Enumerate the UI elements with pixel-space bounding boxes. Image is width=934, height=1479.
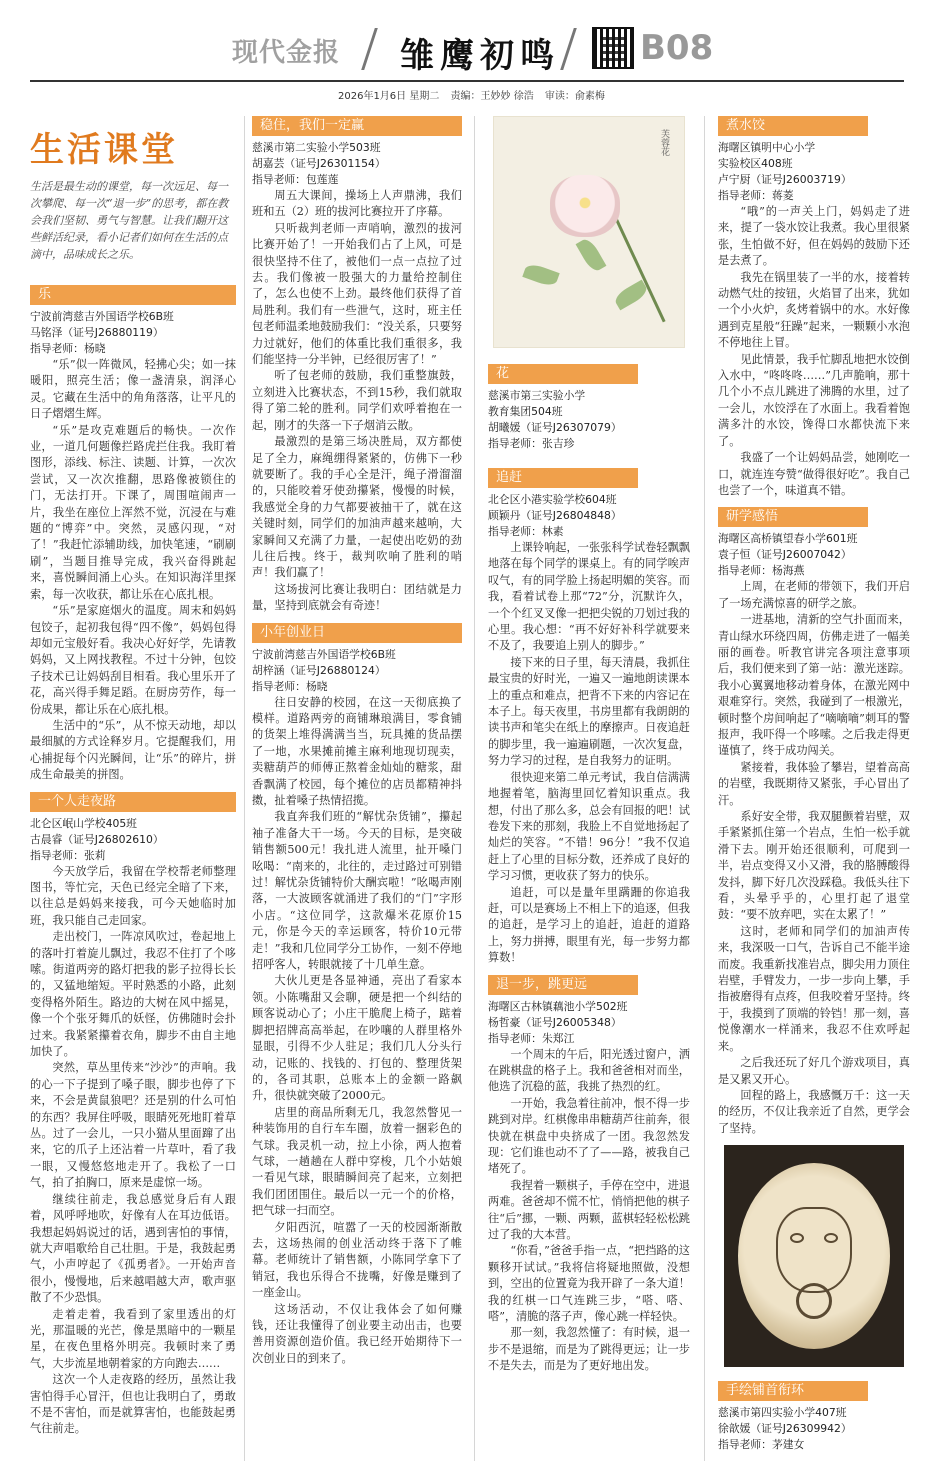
column-title: 生活课堂: [30, 130, 178, 170]
article-body: [252, 695, 462, 1368]
paragraph: 我直奔我们班的“解忧杂货铺”，攥起袖子准备大干一场。今天的目标，是突破销售额500元！我扎进人流里，扯开嗓门吆喝：“南来的，北往的，走过路过可别错过！解忧杂货铺特价大酬宾啦！”吆喝声刚落，一大波顾客就涌进了我们的“门”字形小店。“这位同学，这款爆米花原价15元，你是今天的幸运顾客，特价10元带走！”我和几位同学分工协作，一刻不停地招呼客人，转眼就接了十几单生意。: [252, 810, 462, 972]
paragraph: 最激烈的是第三场决胜局，双方都使足了全力，麻绳绷得紧紧的，仿佛下一秒就要断了。我的手心全是汗，绳子滑溜溜的，只能咬着牙使劲攥紧，慢慢的时候，我感觉全身的力气都要被抽干了，就在这关键时刻，同学们的加油声越来越响，大家瞬间又充满了力量，一起使出吃奶的劲儿往后拽。终于，裁判吹响了胜利的哨声！我们赢了！: [252, 435, 462, 580]
school: 北仑区小港实验学校604班: [488, 493, 617, 506]
article-heading: 追赶: [488, 468, 638, 488]
school: 海曙区古林镇藕池小学502班: [488, 999, 628, 1013]
teacher: 指导老师：张莉: [30, 848, 106, 862]
reviewer-credit: 审读：俞素梅: [544, 91, 605, 102]
paragraph: “乐”是家庭烟火的温度。周末和妈妈包饺子，起初我包得“四不像”，妈妈包得却如元宝般好看。我决心好好学，先请教妈妈，又上网找教程。不过十分钟，包饺子技术已让妈妈刮目相看。我心里乐开了花，高兴得手舞足蹈。在厨房劳作，每一份成果，都让乐在心底扎根。: [30, 604, 236, 716]
leaf-shape: [522, 262, 559, 289]
author: 袁子恒（证号J26007042）: [718, 548, 852, 562]
article-startup-day: [252, 615, 462, 1368]
paragraph: 系好安全带，我双腿颤着岩壁，双手紧紧抓住第一个岩点，生怕一松手就滑下去。刚开始还很顺利，可爬到一半，岩点变得又小又滑，我的胳膊酸得发抖，脚下好几次没踩稳。我低头往下看，头晕乎乎的，心里打起了退堂鼓：“要不放弃吧，实在太累了！”: [718, 810, 910, 922]
teacher: 指导老师：茅建女: [718, 1438, 805, 1452]
leaf-shape: [576, 236, 607, 273]
article-body: [718, 579, 910, 1137]
article-heading: 花: [488, 364, 638, 384]
paragraph: 走着走着，我看到了家里透出的灯光，那温暖的光芒，像是黑暗中的一颗星星，在夜色里格外明亮。我顿时来了勇气，大步流星地朝着家的方向跑去……: [30, 1307, 236, 1370]
author: 胡嘉芸（证号J26301154）: [252, 157, 386, 170]
article-heading: 稳住，我们一定赢: [252, 116, 462, 136]
article-dumplings: [718, 116, 910, 499]
knocker-ring: [796, 1283, 832, 1319]
painting-inscription: 芙蓉花: [659, 129, 669, 156]
article-body: [488, 1047, 690, 1375]
paragraph: 店里的商品所剩无几，我忽然瞥见一种装饰用的自行车车圈，放着一捆彩色的气球。我灵机一动，拉上小徐，两人抱着气球，一趟趟在人群中穿梭，几个小姑娘一看见气球，眼睛瞬间亮了起来，立刻把我们团团围住。最后以一元一个的价格，把气球一扫而空。: [252, 1105, 462, 1218]
article-study-trip: [718, 499, 910, 1137]
teacher: 指导老师：杨晓: [252, 679, 328, 693]
school-group: 教育集团504班: [488, 405, 563, 418]
paragraph: 这场活动，不仅让我体会了如何赚钱，还让我懂得了创业要主动出击，也要善用资源创造价值。我已经开始期待下一次创业日的到来了。: [252, 1302, 462, 1365]
school: 慈溪市第四实验小学407班: [718, 1406, 847, 1420]
article-body: [488, 540, 690, 967]
article-heading: 研学感悟: [718, 507, 868, 527]
author: 马铭泽（证号J26880119）: [30, 326, 164, 339]
paragraph: 很快迎来第二单元考试，我自信满满地握着笔，脑海里回忆着知识重点。我想，付出了那么多，总会有回报的吧！试卷发下来的那刻，我脸上不自觉地扬起了灿烂的笑容。“不错！96分！”我不仅追赶上了心里的目标分数，还养成了良好的学习习惯，更收获了努力的快乐。: [488, 770, 690, 883]
teacher: 指导老师：林素: [488, 525, 564, 538]
teacher: 指导老师：包莲莲: [252, 173, 339, 186]
section-title: 雏鹰初鸣: [400, 36, 560, 76]
issue-date: 2026年1月6日 星期二: [338, 91, 440, 102]
paragraph: 我捏着一颗棋子，手停在空中，进退两难。爸爸却不慌不忙，悄悄把他的棋子往“后”挪，一颗、两颗，蓝棋轻轻松松跳过了我的大本营。: [488, 1178, 690, 1242]
paragraph: 突然，草丛里传来“沙沙”的声响。我的心一下子提到了嗓子眼，脚步也停了下来，不会是黄鼠狼吧？还是别的什么可怕的东西？我屏住呼吸，眼睛死死地盯着草丛。过了一会儿，一只小猫从里面蹿了出来，它的爪子上还沾着一片草叶，看了我一眼，又慢悠悠地走开了。我松了一口气，拍了拍胸口，原来是虚惊一场。: [30, 1061, 236, 1190]
paragraph: 一个周末的午后，阳光透过窗户，洒在跳棋盘的格子上。我和爸爸相对而坐，他选了沉稳的蓝，我挑了热烈的红。: [488, 1047, 690, 1094]
paragraph: 继续往前走，我总感觉身后有人跟着，风呼呼地吹，好像有人在耳边低语。我想起妈妈说过的话，遇到害怕的事情，就大声唱歌给自己壮胆。于是，我鼓起勇气，小声哼起了《孤勇者》。一开始声音很小，慢慢地，后来越唱越大声，歌声驱散了不少恐惧。: [30, 1192, 236, 1305]
paragraph: 紧接着，我体验了攀岩，望着高高的岩壁，我既期待又紧张，手心冒出了汗。: [718, 760, 910, 807]
author: 杨哲豪（证号J26005348）: [488, 1015, 622, 1029]
paragraph: 追赶，可以是量年里蹒跚的你追我赶，可以是赛场上不相上下的追逐，但我的追赶，是学习上的追赶，追赶的道路上，努力拼搏，眼里有光，每一步努力都算数！: [488, 885, 690, 965]
author: 胡梓涵（证号J26880124）: [252, 663, 386, 677]
article-step-back: [488, 967, 690, 1375]
page-number: B08: [640, 28, 714, 68]
article-heading: 小年创业日: [252, 623, 462, 643]
paragraph: 这场拔河比赛让我明白：团结就是力量，坚持到底就会有奇迹！: [252, 582, 462, 613]
paragraph: 上周，在老师的带领下，我们开启了一场充满惊喜的研学之旅。: [718, 580, 910, 610]
article-heading: 乐: [30, 285, 236, 305]
article-body: [30, 357, 236, 784]
paragraph: 一开始，我急着往前冲，恨不得一步跳到对岸。红棋像串串糖葫芦往前奔，很快就在棋盘中央挤成了一团。我忽然发现：它们谁也动不了了——路，被我自己堵死了。: [488, 1096, 690, 1176]
peony-flower: [550, 175, 620, 237]
article-body: [718, 204, 910, 499]
paragraph: 这次一个人走夜路的经历，虽然让我害怕得手心冒汗，但也让我明白了，勇敢不是不害怕，而是就算害怕，也能鼓起勇气往前走。: [30, 1373, 236, 1436]
column-3: [488, 116, 690, 1375]
column-4: [718, 116, 910, 1453]
paragraph: 周五大课间，操场上人声鼎沸，我们班和五（2）班的拔河比赛拉开了序幕。: [252, 189, 462, 219]
school-group: 实验校区408班: [718, 157, 793, 170]
paragraph: 见此情景，我手忙脚乱地把水饺倒入水中，“咚咚咚……”几声脆响，那十几个小不点儿跳进了沸腾的水里，过了一会儿，水饺浮在了水面上。我看着饱满多汁的水饺，馋得口水都快流下来了。: [718, 352, 910, 448]
column-1: [30, 116, 236, 1438]
paragraph: 生活中的“乐”，从不惊天动地，却以最细腻的方式诠释岁月。它提醒我们，用心捕捉每个闪光瞬间，让“乐”的碎片，拼成生命最美的拼图。: [30, 718, 236, 782]
paragraph: 听了包老师的鼓励，我们重整旗鼓，立刻进入比赛状态，不到15秒，我们就取得了第二轮的胜利。同学们欢呼着抱在一起，刚才的失落一下子烟消云散。: [252, 369, 462, 432]
divider: [560, 28, 577, 70]
author: 卢宁厨（证号J26003719）: [718, 173, 852, 186]
dateline: [338, 87, 613, 102]
article-happiness: [30, 277, 236, 784]
article-knocker: [718, 1373, 910, 1453]
school: 慈溪市第三实验小学: [488, 389, 586, 402]
paragraph: 大伙儿更是各显神通，亮出了看家本领。小陈嘴甜又会聊，硬是把一个纠结的顾客说动心了；小庄干脆爬上椅子，踮着脚把招牌高高举起，在吵嚷的人群里格外显眼，引得不少人驻足；我们几人分头行动，记账的、找钱的、打包的、整理货架的，各司其职，总账本上的金额一路飙升，很快就突破了2000元。: [252, 974, 462, 1103]
teacher: 指导老师：杨海燕: [718, 564, 805, 578]
column-2: [252, 116, 462, 1367]
column-divider: [474, 116, 475, 1461]
article-flower: [488, 356, 690, 452]
paragraph: 我盛了一个让妈妈品尝，她刚吃一口，就连连夸赞“做得很好吃”。我自己也尝了一个，味道真不错。: [718, 451, 910, 497]
paragraph: “哦”的一声关上门，妈妈走了进来，提了一袋水饺让我煮。我心里很紧张，生怕做不好，但在妈妈的鼓励下还是去煮了。: [718, 205, 910, 268]
paragraph: “你看，”爸爸手指一点，“把挡路的这颗移开试试。”我将信将疑地照做，没想到，空出的位置竟为我开辟了一条大道！我的红棋一口气连跳三步，“嗒、嗒、嗒”，清脆的落子声，像心跳一样轻快。: [488, 1244, 690, 1324]
column-intro: 生活是最生动的课堂，每一次远足、每一次攀爬、每一次“退一步”的思考，都在教会我们坚韧、勇气与智慧。让我们翻开这些鲜活纪录，看小记者们如何在生活的点滴中，品味成长之乐。: [30, 180, 229, 261]
article-heading: 一个人走夜路: [30, 792, 236, 812]
paragraph: 接下来的日子里，每天清晨，我抓住最宝贵的好时光，一遍又一遍地朗读课本上的重点和难点，把背不下来的内容记在本子上。每天夜里，书房里都有我朗朗的读书声和笔尖在纸上的摩擦声。日夜追赶的脚步里，我一遍遍刷题，一次次复盘，努力学习的过程，是自我努力的证明。: [488, 655, 690, 768]
paragraph: 一进基地，清新的空气扑面而来，青山绿水环绕四周，仿佛走进了一幅美丽的画卷。听教官讲完各项注意事项后，我们便来到了第一站：激光迷踪。我小心翼翼地移动着身体，在激光网中艰难穿行。突然，我碰到了一根激光，顿时整个房间响起了“嘀嘀嘀”刺耳的警报声，我吓得一个哆嗦。之后我走得更谨慎了，终于成功闯关。: [718, 613, 910, 758]
school: 宁波前湾慈吉外国语学校6B班: [30, 310, 174, 323]
header-rule: [30, 80, 904, 82]
paragraph: 今天放学后，我留在学校帮老师整理图书，等忙完，天色已经完全暗了下来，以往总是妈妈来接我，可今天她临时加班，我只能自己走回家。: [30, 864, 236, 927]
author: 顾颖丹（证号J26804848）: [488, 509, 622, 522]
teacher: 指导老师：杨晓: [30, 342, 106, 355]
teacher: 指导老师：张吉珍: [488, 437, 575, 450]
qr-code-icon: [592, 27, 634, 69]
flower-painting: [493, 116, 685, 348]
editor-credit: 责编：王妙妙 徐浩: [450, 91, 534, 102]
article-body: [30, 864, 236, 1438]
beast-face: [776, 1207, 852, 1293]
paragraph: 只听裁判老师一声哨响，激烈的拔河比赛开始了！一开始我们占了上风，可是很快坚持不住了，被他们一点一点拉了过去。我们像被一股强大的力量给控制住了，怎么也使不上劲。最终他们获得了首局胜利。我们有一些泄气，这时，班主任包老师温柔地鼓励我们：“没关系，只要努力过就好，他们的体重比我们重很多，我们能坚持一分半钟，已经很厉害了！”: [252, 221, 462, 367]
paragraph: 这时，老师和同学们的加油声传来，我深吸一口气，告诉自己不能半途而废。我重新找准岩点，脚尖用力顶住岩壁，手臂发力，一步一步向上攀，手指被磨得有点疼，但我咬着牙坚持。终于，我摸到了顶端的铃铛！那一刻，喜悦像潮水一样涌来，我忍不住欢呼起来。: [718, 924, 910, 1053]
teacher: 指导老师：蒋菱: [718, 189, 794, 202]
paragraph: 回程的路上，我感慨万千：这一天的经历，不仅让我亲近了自然，更学会了坚持。: [718, 1088, 910, 1135]
column-divider: [244, 116, 245, 1461]
paragraph: 往日安静的校园，在这一天彻底换了模样。道路两旁的商铺琳琅满目，零食铺的货架上堆得满满当当，玩具摊的货品摆了一地，水果摊前摊主麻利地现切现卖，卖糖葫芦的师傅正熬着金灿灿的糖浆，甜香飘满了校园，每个摊位的店员都精神抖擞，扯着嗓子热情招揽。: [252, 695, 462, 807]
article-catching-up: [488, 460, 690, 967]
masthead: [0, 0, 934, 102]
article-heading: 退一步，跳更远: [488, 975, 638, 995]
paragraph: 那一刻，我忽然懂了：有时候，退一步不是退缩，而是为了跳得更远；让一步不是失去，而是为了更好地出发。: [488, 1326, 690, 1373]
author: 胡曦媛（证号J26307079）: [488, 421, 622, 434]
article-heading: 手绘铺首衔环: [718, 1381, 868, 1401]
newspaper-name: 现代金报: [232, 38, 341, 68]
paragraph: “乐”似一阵微风，轻拂心尖；如一抹暖阳，照亮生活；像一盏清泉，润泽心灵。它藏在生活中的角角落落，让平凡的日子熠熠生辉。: [30, 358, 236, 421]
paragraph: 之后我还玩了好几个游戏项目，真是又累又开心。: [718, 1056, 910, 1086]
author: 徐歆媛（证号J26309942）: [718, 1422, 852, 1436]
paragraph: “乐”是攻克难题后的畅快。一次作业，一道几何题像拦路虎拦住我。我盯着图形，添线、标注、读题、计算，一次次尝试，又一次次推翻，思路像被锁住的门，无法打开。下课了，周围喧闹声一片，我坐在座位上浑然不觉，沉浸在与难题的“博弈”中。突然，灵感闪现，“对了！”我赶忙添辅助线，加快笔速，“刷刷刷”，当题目推导完成，我兴奋得跳起来，喜悦瞬间涌上心头。在知识海洋里探索，每一次收获，都让乐在心底扎根。: [30, 423, 236, 601]
school: 北仑区岷山学校405班: [30, 816, 137, 830]
article-body: [252, 188, 462, 615]
author: 古晨睿（证号J26802610）: [30, 832, 164, 846]
school: 海曙区高桥镇望春小学601班: [718, 532, 858, 546]
column-divider: [704, 116, 705, 1461]
paragraph: 走出校门，一阵凉风吹过，卷起地上的落叶打着旋儿飘过，我忍不住打了个哆嗦。街道两旁的路灯把我的影子拉得长长的，又猛地缩短。平时熟悉的小路，此刻变得格外陌生。路边的大树在风中摇晃，像一个个张牙舞爪的妖怪，仿佛随时会扑过来。我紧紧攥着衣角，脚步不由自主地加快了。: [30, 930, 236, 1059]
paragraph: 上课铃响起，一张张科学试卷轻飘飘地落在每个同学的课桌上。有的同学唉声叹气，有的同学脸上扬起明媚的笑容。而我，看着试卷上那“72”分，沉默许久，一个个红叉叉像一把把尖锐的刀划过我的心里。我心想：“再不好好补科学就要来不及了，我要追上别人的脚步。”: [488, 541, 690, 653]
teacher: 指导老师：朱郑江: [488, 1031, 575, 1045]
article-tug-of-war: [252, 116, 462, 615]
paragraph: 夕阳西沉，喧嚣了一天的校园渐渐散去，这场热闹的创业活动终于落下了帷幕。老师统计了销售额，小陈同学拿下了销冠，我也乐得合不拢嘴，好像是赚到了一座金山。: [252, 1220, 462, 1300]
paragraph: 我先在锅里装了一半的水，接着转动燃气灶的按钮，火焰冒了出来，犹如一个小火炉，炙烤着锅中的水。水好像遇到克星般“狂躁”起来，一颗颗小水泡不停地往上冒。: [718, 270, 910, 350]
article-night-walk: [30, 784, 236, 1438]
school: 海曙区镇明中心小学: [718, 141, 816, 154]
article-heading: 煮水饺: [718, 116, 868, 136]
school: 慈溪市第二实验小学503班: [252, 141, 381, 154]
divider: [361, 28, 378, 70]
knocker-drawing: [724, 1145, 904, 1367]
school: 宁波前湾慈吉外国语学校6B班: [252, 647, 396, 661]
